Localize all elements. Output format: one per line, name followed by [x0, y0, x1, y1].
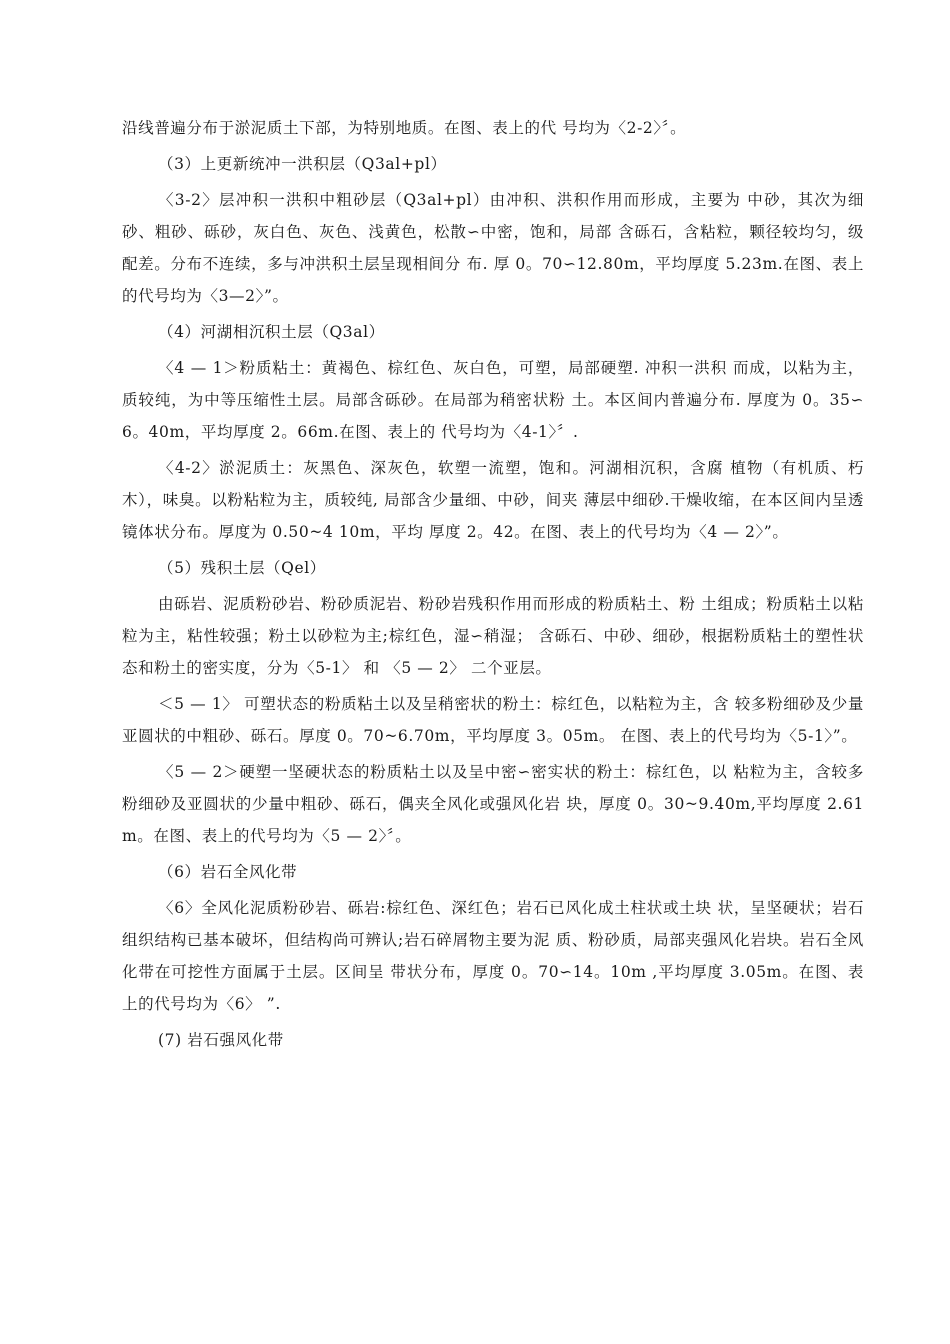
paragraph-silt-distribution: 沿线普遍分布于淤泥质土下部，为特别地质。在图、表上的代 号均为〈2-2〉〞。: [122, 119, 687, 137]
document-body: [122, 112, 864, 1056]
paragraph-layer-4-2: 〈4-2〉淤泥质土：灰黑色、深灰色，软塑一流塑，饱和。河湖相沉积，含腐 植物（有机质、朽木），味臭。以粉粘粒为主，质较纯, 局部含少量细、中砂，间夹 薄层中细砂.干燥收缩，在本区间内呈透镜体状分布。厚度为 0.50~4 10m，平均 厚度 2。42。在图、表上的代号均为〈4 — 2〉”。: [122, 459, 864, 541]
section-heading-6: （6）岩石全风化带: [158, 863, 298, 881]
paragraph-layer-4-1: 〈4 — 1＞粉质粘土：黄褐色、棕红色、灰白色，可塑，局部硬塑. 冲积一洪积 而成，以粘为主，质较纯，为中等压缩性土层。局部含砾砂。在局部为稍密状粉 土。本区间内普遍分布. 厚度为 0。35∽6。40m，平均厚度 2。66m.在图、表上的 代号均为〈4-1〉〞.: [122, 359, 864, 441]
paragraph-layer-5-2: 〈5 — 2＞硬塑一坚硬状态的粉质粘土以及呈中密∽密实状的粉土：棕红色，以 粘粒为主，含较多粉细砂及亚圆状的少量中粗砂、砾石，偶夹全风化或强风化岩 块，厚度 0。30~9.40m,平均厚度 2.61m。在图、表上的代号均为〈5 — 2〉〞。: [122, 763, 864, 845]
paragraph-residual-soil: 由砾岩、泥质粉砂岩、粉砂质泥岩、粉砂岩残积作用而形成的粉质粘土、粉 土组成；粉质粘土以粘粒为主，粘性较强；粉土以砂粒为主;棕红色，湿∽稍湿； 含砾石、中砂、细砂，根据粉质粘土的塑性状态和粉土的密实度，分为〈5-1〉 和 〈5 — 2〉 二个亚层。: [122, 595, 864, 677]
section-heading-5: （5）残积土层（Qel）: [158, 559, 326, 577]
section-heading-4: （4）河湖相沉积土层（Q3al）: [158, 323, 385, 341]
paragraph-layer-5-1: ＜5 — 1〉 可塑状态的粉质粘土以及呈稍密状的粉土：棕红色，以粘粒为主，含 较多粉细砂及少量亚圆状的中粗砂、砾石。厚度 0。70~6.70m，平均厚度 3。05m。 在图、表上的代号均为〈5-1〉”。: [122, 695, 864, 745]
paragraph-layer-6: 〈6〉全风化泥质粉砂岩、砾岩:棕红色、深红色；岩石已风化成土柱状或土块 状，呈坚硬状；岩石组织结构已基本破坏，但结构尚可辨认;岩石碎屑物主要为泥 质、粉砂质，局部夹强风化岩块。岩石全风化带在可挖性方面属于土层。区间呈 带状分布，厚度 0。70∽14。10m ,平均厚度 3.05m。在图、表上的代号均为〈6〉 ”.: [122, 899, 864, 1013]
paragraph-layer-3-2: 〈3-2〉层冲积一洪积中粗砂层（Q3al+pl）由冲积、洪积作用而形成，主要为 中砂，其次为细砂、粗砂、砾砂，灰白色、灰色、浅黄色，松散∽中密，饱和，局部 含砾石，含粘粒，颗径较均匀，级配差。分布不连续，多与冲洪积土层呈现相间分 布. 厚 0。70∽12.80m，平均厚度 5.23m.在图、表上的代号均为〈3—2〉”。: [122, 191, 864, 305]
section-heading-3: （3）上更新统冲一洪积层（Q3al+pl）: [158, 155, 447, 173]
section-heading-7: (7) 岩石强风化带: [158, 1031, 284, 1049]
